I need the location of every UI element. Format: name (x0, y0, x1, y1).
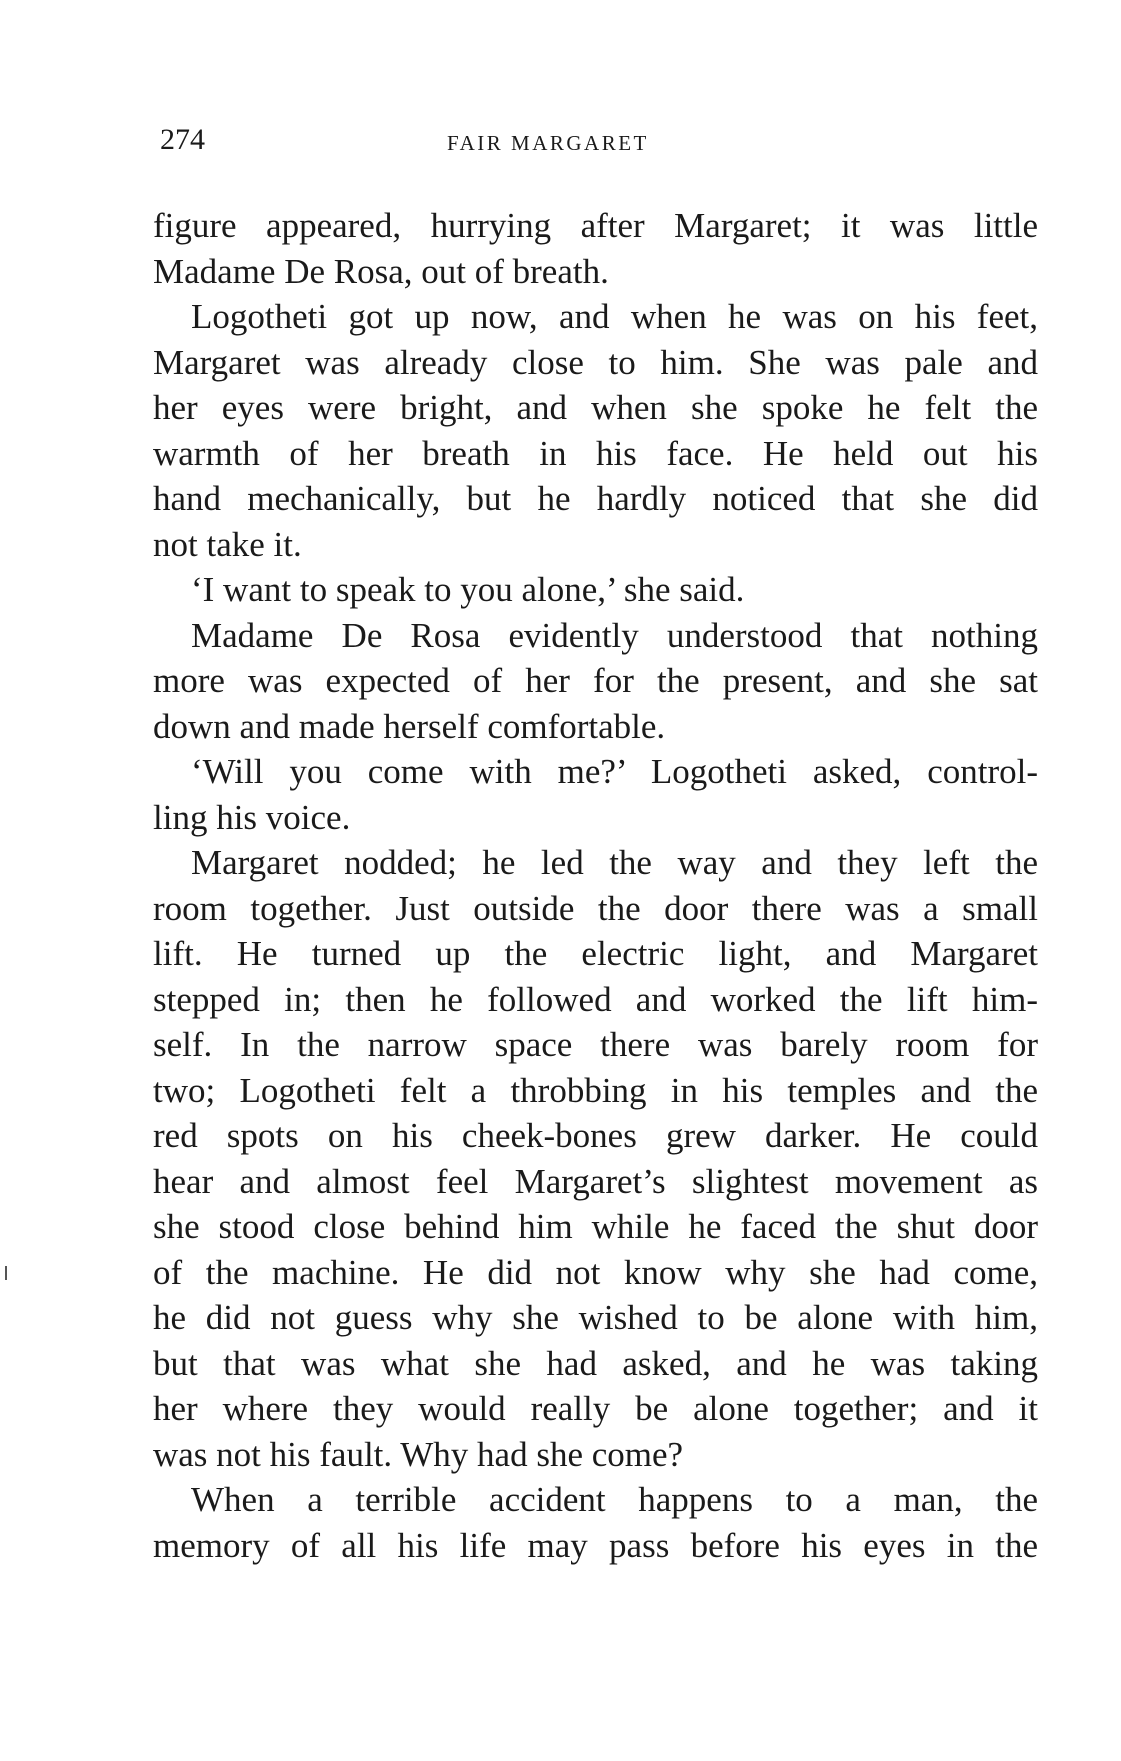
body-text (153, 203, 1038, 1568)
text-line: hand mechanically, but he hardly noticed that she did (153, 479, 1038, 518)
running-title: FAIR MARGARET (447, 131, 649, 155)
scan-margin-mark (5, 1266, 7, 1280)
text-line: two; Logotheti felt a throbbing in his temples and the (153, 1070, 1038, 1110)
text-line: he did not guess why she wished to be alone with him, (153, 1298, 1038, 1337)
text-line: down and made herself comfortable. (153, 706, 666, 746)
text-line: she stood close behind him while he faced the shut door (153, 1207, 1038, 1246)
text-line: self. In the narrow space there was barely room for (153, 1025, 1038, 1064)
text-line: ‘Will you come with me?’ Logotheti asked, control- (191, 752, 1038, 791)
page-number: 274 (160, 123, 205, 156)
text-line: of the machine. He did not know why she had come, (153, 1252, 1038, 1292)
text-line: figure appeared, hurrying after Margaret; it was little (153, 206, 1038, 245)
text-line: ling his voice. (153, 797, 351, 837)
text-line: was not his fault. Why had she come? (153, 1434, 684, 1474)
text-line: memory of all his life may pass before his eyes in the (153, 1525, 1038, 1565)
text-line: but that was what she had asked, and he was taking (153, 1343, 1038, 1383)
text-line: red spots on his cheek-bones grew darker. He could (153, 1116, 1038, 1155)
paragraph (153, 749, 1038, 840)
text-line: warmth of her breath in his face. He held out his (153, 433, 1038, 473)
text-line: her eyes were bright, and when she spoke he felt the (153, 388, 1038, 427)
text-line: Madame De Rosa, out of breath. (153, 251, 609, 291)
paragraph (153, 1477, 1038, 1568)
text-line: When a terrible accident happens to a man, the (191, 1480, 1038, 1519)
text-line: her where they would really be alone together; and it (153, 1389, 1038, 1428)
paragraph (153, 294, 1038, 567)
paragraph (153, 613, 1038, 750)
text-line: ‘I want to speak to you alone,’ she said. (191, 570, 745, 609)
text-line: hear and almost feel Margaret’s slightest movement as (153, 1161, 1038, 1201)
page-header (160, 122, 1040, 162)
text-line: more was expected of her for the present, and she sat (153, 661, 1038, 700)
text-line: room together. Just outside the door there was a small (153, 888, 1038, 928)
paragraph (153, 203, 1038, 294)
paragraph (153, 567, 1038, 613)
text-line: Margaret nodded; he led the way and they left the (191, 843, 1038, 882)
text-line: Madame De Rosa evidently understood that nothing (191, 615, 1038, 655)
text-line: stepped in; then he followed and worked the lift him- (153, 979, 1038, 1019)
text-line: not take it. (153, 524, 302, 564)
text-line: lift. He turned up the electric light, and Margaret (153, 934, 1038, 973)
text-line: Logotheti got up now, and when he was on his feet, (191, 297, 1038, 336)
paragraph (153, 840, 1038, 1477)
text-line: Margaret was already close to him. She was pale and (153, 342, 1038, 382)
